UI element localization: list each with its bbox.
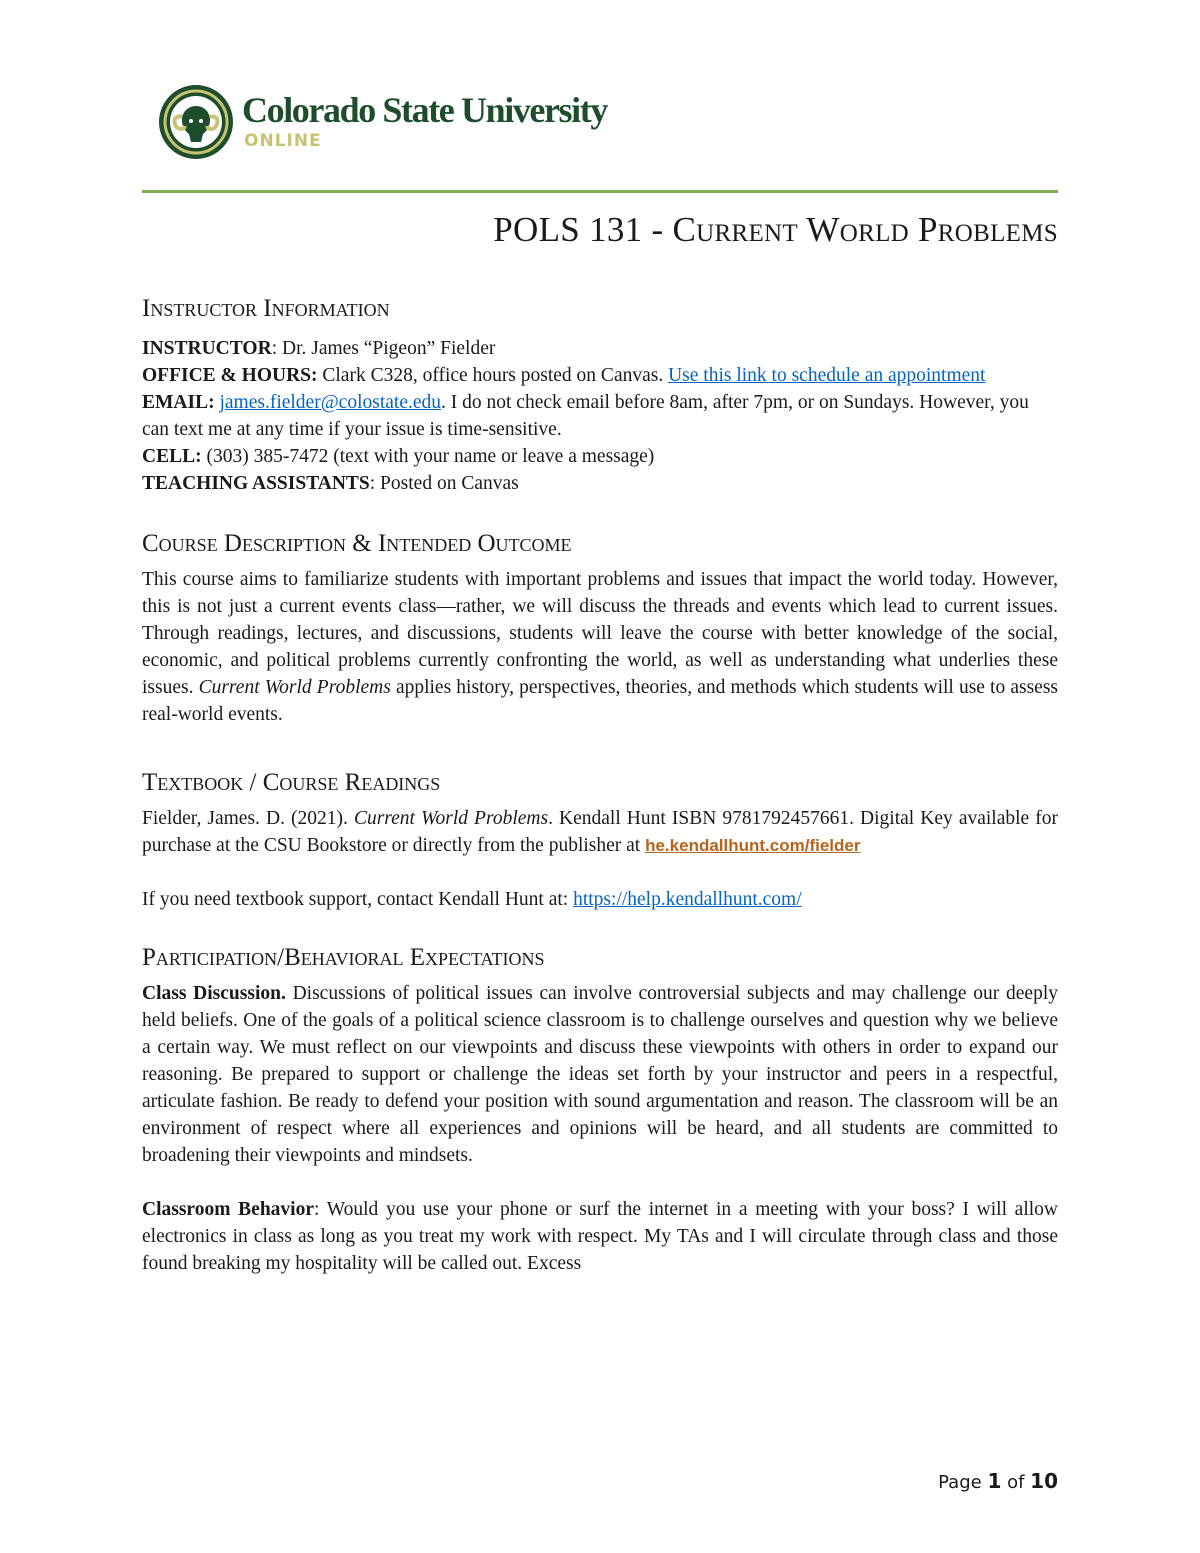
document-body bbox=[142, 198, 1058, 1277]
office-label: OFFICE & HOURS: bbox=[142, 365, 318, 386]
behavior-text: : Would you use your phone or surf the internet in a meeting with your boss? I will allow electronics in class as long as you treat my work with respect. My TAs and I will circulate through class and those found breaking my hospitality will be called out. Excess bbox=[142, 1199, 1059, 1274]
page-total: 10 bbox=[1030, 1469, 1058, 1493]
ta-label: TEACHING ASSISTANTS bbox=[142, 473, 370, 494]
behavior-paragraph bbox=[142, 1196, 1058, 1277]
description-paragraph bbox=[142, 566, 1058, 728]
email-label: EMAIL: bbox=[142, 392, 215, 413]
section-heading-participation: Participation/Behavioral Expectations bbox=[142, 944, 545, 971]
discussion-text: Discussions of political issues can involve controversial subjects and may challenge our deeply held beliefs. One of the goals of a political science classroom is to challenge ourselves and question why we believe a certain way. We must reflect on our viewpoints and discuss these viewpoints with others in order to expand our reasoning. Be prepared to support or challenge the ideas set forth by your instructor and peers in a respectful, articulate fashion. Be ready to defend your position with sound argumentation and reason. The classroom will be an environment of respect where all experiences and opinions will be heard, and all students are committed to broadening their viewpoints and mindsets. bbox=[142, 983, 1058, 1166]
ta-value: : Posted on Canvas bbox=[369, 473, 519, 494]
ram-head-seal-icon bbox=[158, 84, 234, 160]
textbook-section bbox=[142, 768, 1058, 913]
office-value: Clark C328, office hours posted on Canvas. bbox=[317, 365, 669, 386]
description-course-title: Current World Problems bbox=[198, 677, 391, 698]
header-rule bbox=[142, 190, 1058, 193]
instructor-line bbox=[142, 335, 1058, 362]
email-line bbox=[142, 389, 1058, 443]
of-word: of bbox=[1001, 1472, 1031, 1493]
cell-line bbox=[142, 443, 1058, 470]
description-text-2: applies history, perspectives, theories, and methods which students will use to assess real-world events. bbox=[142, 677, 1058, 725]
textbook-citation bbox=[142, 805, 1058, 859]
logo-subtitle: ONLINE bbox=[244, 131, 322, 151]
citation-author: Fielder, James. D. (2021). bbox=[142, 808, 354, 829]
email-note: . I do not check email before 8am, after 7pm, or on Sundays. However, you can text me at any time if your issue is time-sensitive. bbox=[142, 392, 1029, 440]
citation-title: Current World Problems bbox=[353, 808, 549, 829]
page-word: Page bbox=[938, 1472, 988, 1493]
page-current: 1 bbox=[987, 1469, 1002, 1493]
email-link[interactable]: james.fielder@colostate.edu bbox=[219, 392, 442, 413]
cell-value: (303) 385-7472 (text with your name or leave a message) bbox=[201, 446, 655, 467]
cell-label: CELL: bbox=[142, 446, 202, 467]
university-name: Colorado State University bbox=[242, 90, 607, 130]
schedule-appointment-link[interactable]: Use this link to schedule an appointment bbox=[668, 365, 986, 386]
description-section bbox=[142, 529, 1058, 728]
instructor-section bbox=[142, 294, 1058, 497]
support-text: If you need textbook support, contact Kendall Hunt at: bbox=[142, 889, 574, 910]
section-heading-description: Course Description & Intended Outcome bbox=[142, 530, 572, 557]
csu-online-logo bbox=[158, 84, 628, 164]
section-heading-textbook: Textbook / Course Readings bbox=[142, 769, 441, 796]
participation-section bbox=[142, 943, 1058, 1277]
discussion-paragraph bbox=[142, 980, 1058, 1169]
ta-line bbox=[142, 470, 1058, 497]
behavior-label: Classroom Behavior bbox=[142, 1199, 314, 1220]
office-line bbox=[142, 362, 1058, 389]
page-title: POLS 131 - Current World Problems bbox=[493, 210, 1058, 249]
instructor-value: : Dr. James “Pigeon” Fielder bbox=[271, 338, 496, 359]
instructor-info bbox=[142, 335, 1058, 497]
support-link[interactable]: https://help.kendallhunt.com/ bbox=[573, 889, 802, 910]
section-heading-instructor: Instructor Information bbox=[142, 295, 390, 322]
page-number bbox=[938, 1470, 1058, 1494]
publisher-link[interactable]: he.kendallhunt.com/fielder bbox=[645, 836, 861, 855]
citation-details: . Kendall Hunt ISBN 9781792457661. Digital Key available for purchase at the CSU Bookstore or directly from the publisher at bbox=[142, 808, 1058, 856]
instructor-label: INSTRUCTOR bbox=[142, 338, 272, 359]
description-text-1: This course aims to familiarize students with important problems and issues that impact the world today. However, this is not just a current events class—rather, we will discuss the threads and events which lead to current issues. Through readings, lectures, and discussions, students will leave the course with better knowledge of the social, economic, and political problems currently confronting the world, as well as understanding what underlies these issues. bbox=[142, 569, 1058, 698]
discussion-label: Class Discussion. bbox=[142, 983, 286, 1004]
textbook-support bbox=[142, 886, 1058, 913]
